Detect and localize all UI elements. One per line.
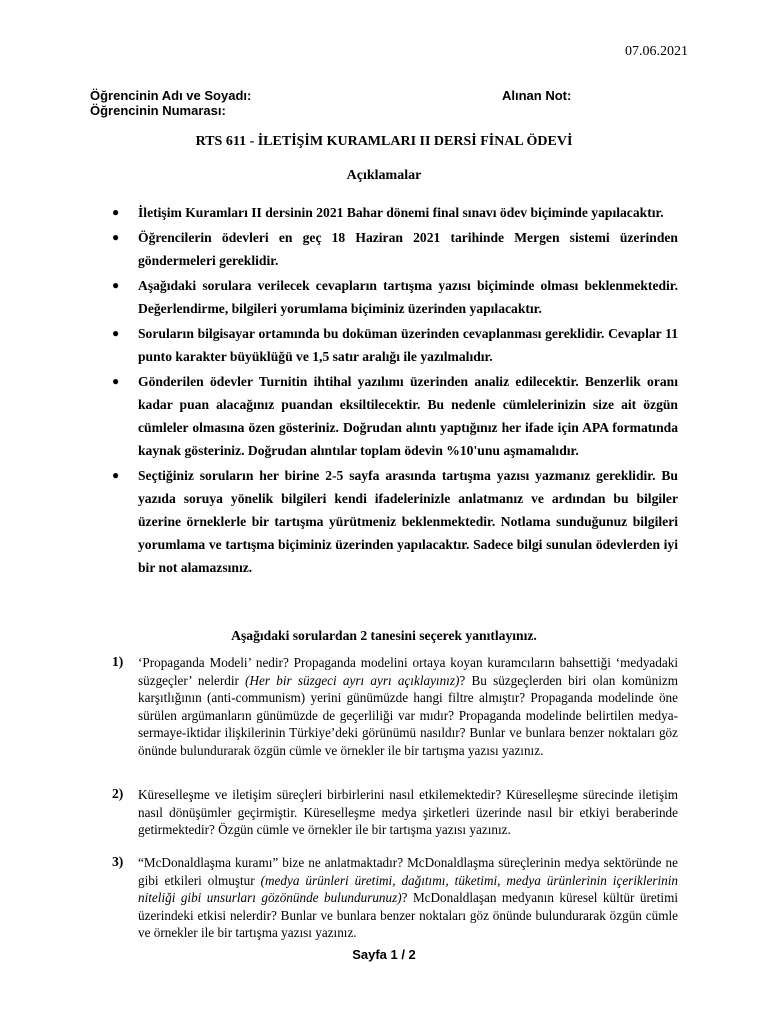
- bullet-icon: ●: [112, 326, 120, 340]
- instruction-item: [110, 274, 678, 320]
- instructions-list: [110, 201, 678, 579]
- instruction-item: [110, 226, 678, 272]
- questions-heading: Aşağıdaki sorulardan 2 tanesini seçerek yanıtlayınız.: [231, 628, 537, 643]
- question-text: [138, 654, 678, 759]
- instruction-text: Soruların bilgisayar ortamında bu doküman üzerinden cevaplanması gereklidir. Cevaplar 11 punto karakter büyüklüğü ve 1,5 satır aralığı ile yazılmalıdır.: [138, 326, 678, 364]
- instruction-item: [110, 464, 678, 579]
- instruction-text: Aşağıdaki sorulara verilecek cevapların tartışma yazısı biçiminde olması beklenmektedir. Değerlendirme, bilgileri yorumlama biçiminiz üzerinden yapılacaktır.: [138, 278, 678, 316]
- instruction-text: Seçtiğiniz soruların her birine 2-5 sayfa arasında tartışma yazısı yazmanız gereklidir. Bu yazıda soruya yönelik bilgileri kendi ifadelerinizle anlatmanız ve ardından bu bilgiler üzerine örneklerle bir tartışma yürütmeniz beklenmektedir. Notlama sunduğunuz bilgileri yorumlama ve tartışma biçiminiz üzerinden yapılacaktır. Sadece bilgi sunulan ödevlerden iyi bir not alamazsınız.: [138, 468, 678, 575]
- page-number: Sayfa 1 / 2: [352, 947, 416, 962]
- instruction-item: [110, 201, 678, 224]
- question-text-part: “McDonaldlaşma kuramı” bize ne anlatmaktadır? McDonaldlaşma süreçlerinin medya sektöründe ne gibi etkileri olmuştur: [138, 855, 678, 888]
- student-name-label: Öğrencinin Adı ve Soyadı:: [90, 88, 252, 103]
- question-text-part: ? Bu süzgeçlerden biri olan komünizm karşıtlığının (anti-communism) yerini günümüzde hangi filtre almıştır? Propaganda modelinde öne sürülen argümanların günümüzde de geçerliliği var mıdır? Propaganda modelinde belirtilen medya-sermaye-iktidar ilişkilerinin Türkiye’deki görünümü nasıldır? Bunlar ve bunlara benzer noktaları göz önünde bulundurarak özgün cümle ve örnekler ile bir tartışma yazısı yazınız.: [138, 672, 678, 758]
- question-number: 1): [112, 654, 124, 669]
- question-item: [112, 786, 678, 839]
- question-text-part: Küreselleşme ve iletişim süreçleri birbirlerini nasıl etkilemektedir? Küreselleşme sürecinde iletişim nasıl dönüşümler geçirmiştir. Küreselleşme medya şirketleri üzerinde nasıl bir etkiyi beraberinde getirmektedir? Özgün cümle ve örnekler ile bir tartışma yazısı yazınız.: [138, 787, 678, 837]
- question-number: 3): [112, 854, 124, 869]
- question-text: [138, 786, 678, 839]
- instructions-heading: Açıklamalar: [346, 168, 422, 183]
- question-number: 2): [112, 786, 124, 801]
- grade-label: Alınan Not:: [502, 88, 572, 103]
- question-text-emphasis: (Her bir süzgeci ayrı ayrı açıklayınız): [245, 672, 460, 688]
- instruction-item: [110, 370, 678, 462]
- student-number-label: Öğrencinin Numarası:: [90, 103, 226, 118]
- bullet-icon: ●: [112, 205, 120, 219]
- instruction-item: [110, 322, 678, 368]
- instruction-text: Öğrencilerin ödevleri en geç 18 Haziran 2021 tarihinde Mergen sistemi üzerinden göndermeleri gereklidir.: [138, 230, 678, 268]
- question-text-part: ‘Propaganda Modeli’ nedir? Propaganda modelini ortaya koyan kuramcıların bahsettiği ‘medyadaki süzgeçler’ nelerdir: [138, 655, 678, 688]
- document-date: 07.06.2021: [625, 44, 688, 59]
- question-text: [138, 854, 678, 942]
- question-item: [112, 654, 678, 759]
- instruction-text: İletişim Kuramları II dersinin 2021 Bahar dönemi final sınavı ödev biçiminde yapılacaktır.: [138, 205, 664, 220]
- bullet-icon: ●: [112, 230, 120, 244]
- bullet-icon: ●: [112, 278, 120, 292]
- document-title: RTS 611 - İLETİŞİM KURAMLARI II DERSİ FİNAL ÖDEVİ: [195, 134, 573, 149]
- question-item: [112, 854, 678, 942]
- bullet-icon: ●: [112, 468, 120, 482]
- question-text-part: ? McDonaldlaşan medyanın küresel kültür üretimi üzerindeki etkisi nelerdir? Bunlar ve bunlara benzer noktaları göz önünde bulundurarak özgün cümle ve örnekler ile bir tartışma yazısı yazınız.: [138, 890, 678, 940]
- bullet-icon: ●: [112, 374, 120, 388]
- instruction-text: Gönderilen ödevler Turnitin ihtihal yazılımı üzerinden analiz edilecektir. Benzerlik oranı kadar puan alacağınız puandan eksiltilecektir. Bu nedenle cümlelerinizin size ait özgün cümleler olmasına özen gösteriniz. Doğrudan alıntı yaptığınız her ifade için APA formatında kaynak gösteriniz. Doğrudan alıntılar toplam ödevin %10'unu aşmamalıdır.: [138, 374, 678, 458]
- question-text-emphasis: (medya ürünleri üretimi, dağıtımı, tüketimi, medya ürünlerinin içeriklerinin niteliği gibi unsurları gözönünde bulundurunuz): [138, 872, 678, 905]
